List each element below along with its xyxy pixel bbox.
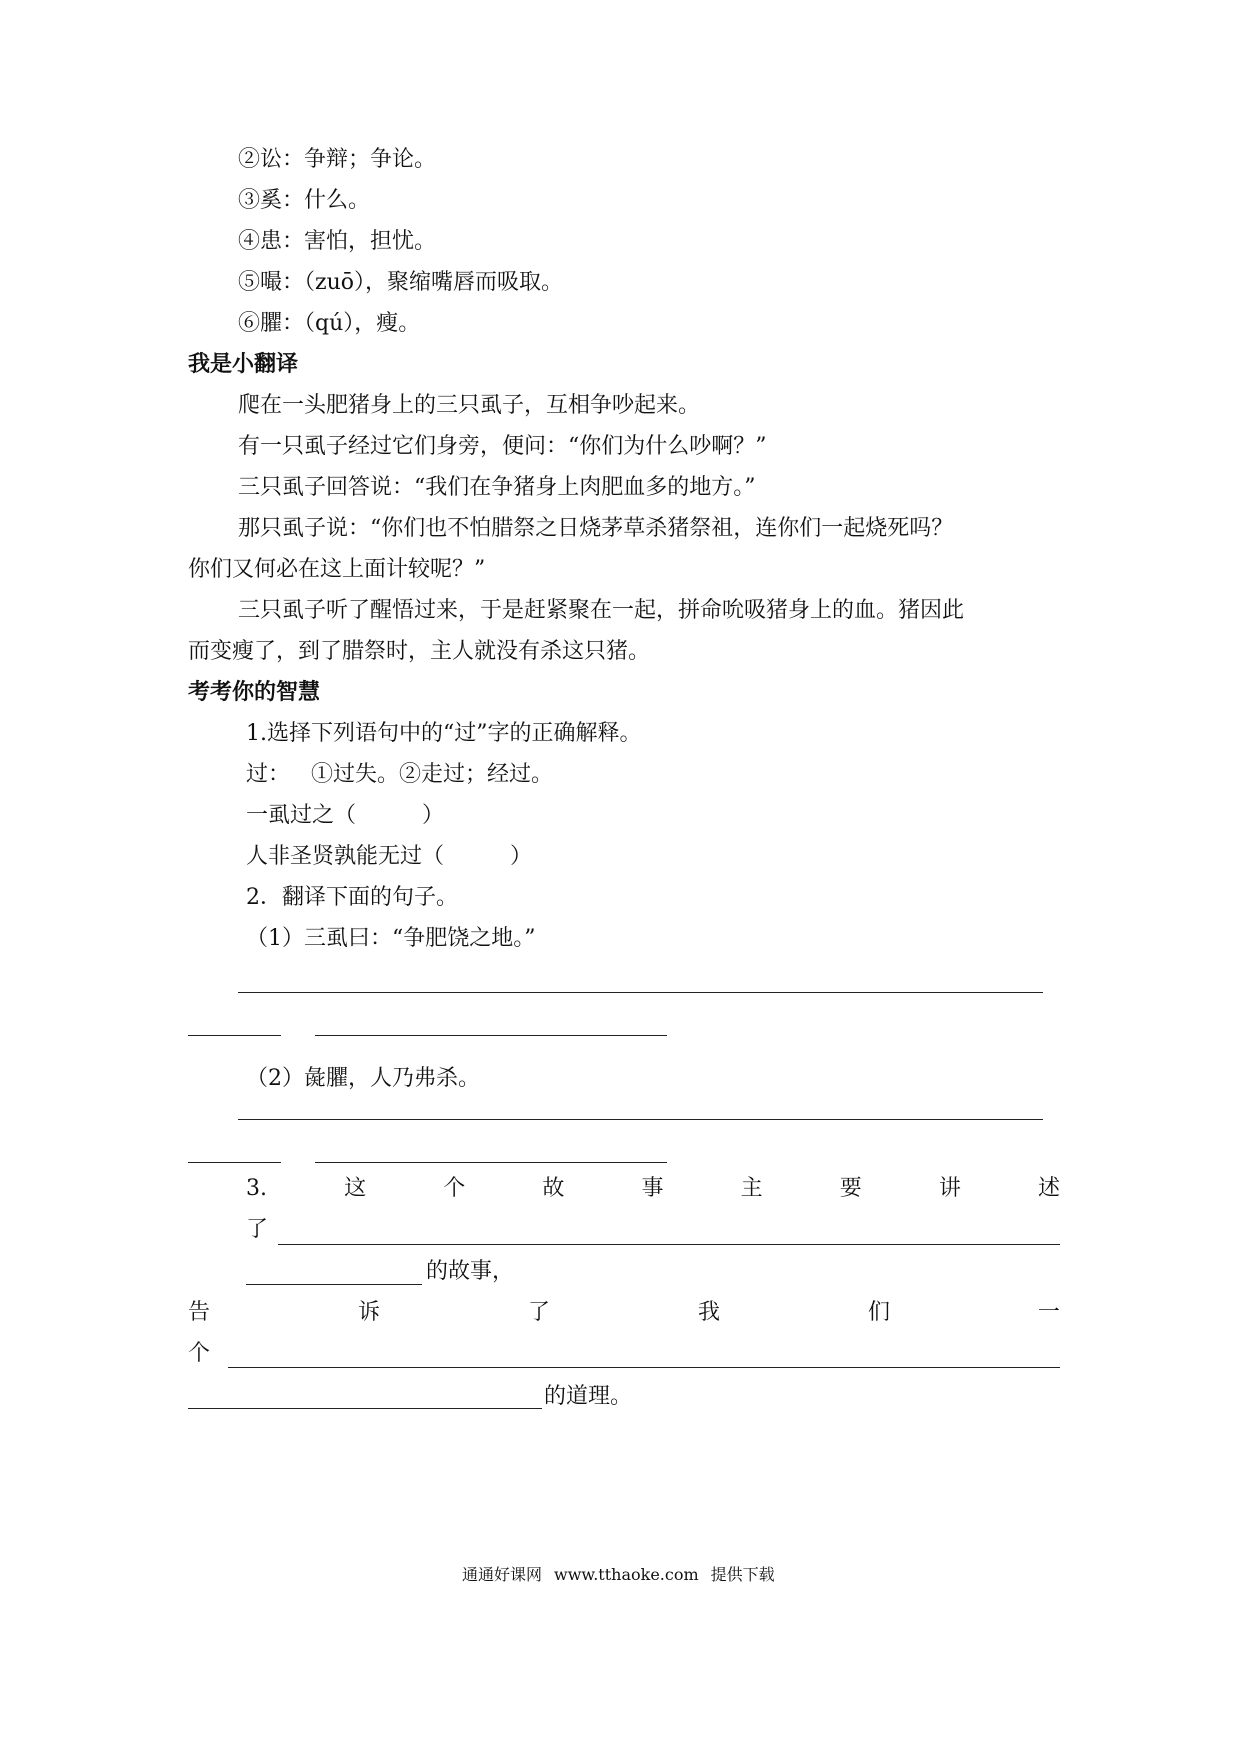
q3-le: 了 [246, 1217, 269, 1242]
q3-suffix-2: 的道理。 [544, 1384, 633, 1409]
q2-sentence-1: （1）三虱曰：“争肥饶之地。” [246, 926, 536, 951]
translation-line: 三只虱子回答说：“我们在争猪身上肉肥血多的地方。” [238, 475, 756, 500]
translation-line: 你们又何必在这上面计较呢？” [188, 557, 486, 582]
q3-char: 故 [542, 1176, 565, 1201]
q3-char: 3. [246, 1176, 267, 1201]
answer-line[interactable] [238, 992, 1043, 993]
q2-prompt: 2．翻译下面的句子。 [246, 885, 458, 910]
q3-char: 告 [188, 1300, 211, 1325]
translation-line: 有一只虱子经过它们身旁，便问：“你们为什么吵啊？” [238, 434, 767, 459]
quiz-heading: 考考你的智慧 [188, 680, 321, 705]
q1-prompt: 1.选择下列语句中的“过”字的正确解释。 [246, 721, 642, 746]
note-3: ③奚：什么。 [238, 188, 371, 213]
q3-char: 事 [641, 1176, 664, 1201]
q3-row-2 [188, 1299, 1060, 1327]
q3-row-1 [246, 1175, 1060, 1203]
q3-char: 个 [443, 1176, 466, 1201]
answer-line[interactable] [246, 1284, 422, 1285]
translation-line: 而变瘦了，到了腊祭时，主人就没有杀这只猪。 [188, 639, 651, 664]
q3-char: 我 [697, 1300, 720, 1325]
q1-options: 过： ①过失。②走过；经过。 [246, 762, 553, 787]
q3-char: 了 [527, 1300, 550, 1325]
footer-action: 提供下载 [710, 1565, 775, 1584]
translation-line: 那只虱子说：“你们也不怕腊祭之日烧茅草杀猪祭祖，连你们一起烧死吗？ [238, 516, 954, 541]
translation-line: 爬在一头肥猪身上的三只虱子，互相争吵起来。 [238, 393, 701, 418]
note-4: ④患：害怕，担忧。 [238, 229, 437, 254]
q2-sentence-2: （2）彘臞，人乃弗杀。 [246, 1066, 480, 1091]
q1-item-1: 一虱过之（ ） [246, 803, 445, 828]
answer-line[interactable] [315, 1035, 667, 1036]
note-6: ⑥臞：（qú），瘦。 [238, 311, 421, 336]
answer-line[interactable] [188, 1408, 542, 1409]
answer-line[interactable] [188, 1162, 281, 1163]
q3-char: 要 [839, 1176, 862, 1201]
q3-char: 主 [740, 1176, 763, 1201]
answer-line[interactable] [238, 1119, 1043, 1120]
answer-line[interactable] [315, 1162, 667, 1163]
q3-char: 述 [1037, 1176, 1060, 1201]
footer-site: 通通好课网 [462, 1565, 543, 1584]
translation-heading: 我是小翻译 [188, 352, 299, 377]
q1-item-2: 人非圣贤孰能无过（ ） [246, 844, 533, 869]
q3-char: 们 [867, 1300, 890, 1325]
q3-ge: 个 [188, 1341, 211, 1366]
q3-char: 这 [344, 1176, 367, 1201]
note-2: ②讼：争辩；争论。 [238, 147, 437, 172]
q3-suffix-1: 的故事， [426, 1259, 515, 1284]
page-footer [462, 1565, 775, 1585]
answer-line[interactable] [278, 1244, 1060, 1245]
q3-char: 一 [1037, 1300, 1060, 1325]
footer-url[interactable]: www.tthaoke.com [554, 1565, 699, 1584]
q3-char: 讲 [938, 1176, 961, 1201]
answer-line[interactable] [228, 1367, 1060, 1368]
q3-char: 诉 [357, 1300, 380, 1325]
answer-line[interactable] [188, 1035, 281, 1036]
translation-line: 三只虱子听了醒悟过来，于是赶紧聚在一起，拼命吮吸猪身上的血。猪因此 [238, 598, 965, 623]
note-5: ⑤嘬：（zuō），聚缩嘴唇而吸取。 [238, 270, 564, 295]
